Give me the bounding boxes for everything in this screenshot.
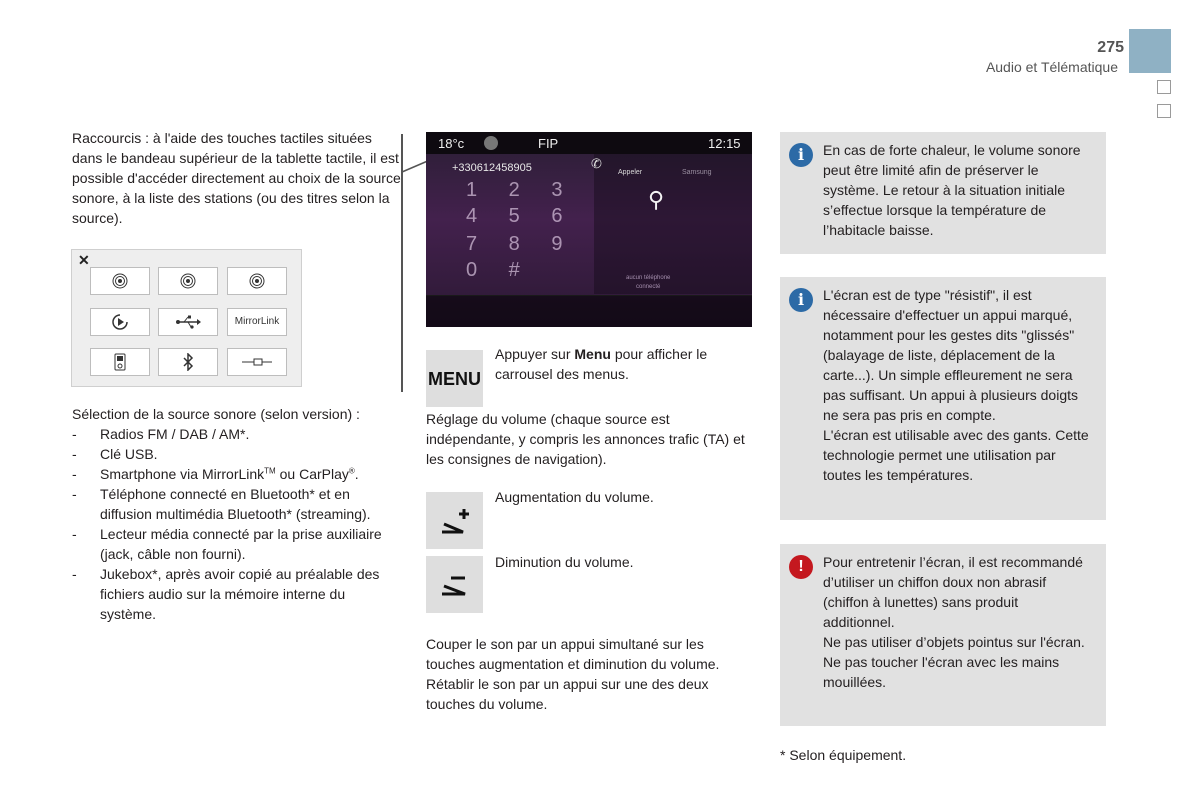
radio-dab-button[interactable] — [158, 267, 218, 295]
info-note — [780, 132, 1106, 254]
radio-icon — [112, 273, 128, 289]
list-item: - Jukebox*, après avoir copié au préalable des fichiers audio sur la mémoire interne du système. — [72, 564, 402, 624]
no-phone-line: aucun téléphone — [626, 275, 671, 281]
clock: 12:15 — [708, 136, 741, 151]
menu-desc-text: pour afficher le carrousel des menus. — [495, 346, 708, 382]
keypad-row[interactable]: 1 2 3 — [466, 179, 576, 201]
note-paragraph: L'écran est utilisable avec des gants. Cette technologie permet une utilisation par toutes les températures. — [823, 427, 1089, 483]
keypad-row[interactable]: 4 5 6 — [466, 205, 576, 227]
list-item: - Téléphone connecté en Bluetooth* et en diffusion multimédia Bluetooth* (streaming). — [72, 484, 402, 524]
list-item-text: . — [354, 466, 359, 482]
registered-mark: ® — [348, 466, 355, 476]
radio-fm-button[interactable] — [90, 267, 150, 295]
list-item: - Clé USB. — [72, 444, 402, 464]
note-paragraph: L'écran est de type "résistif", il est nécessaire d'effectuer un appui marqué, notamment pour les gestes dits "glissés" (balayage de liste, déplacement de la carte...). Un simple effleurement ne sera pas suffisant. Un appui à plusieurs doigts ne sera pas pris en compte. — [823, 287, 1079, 423]
note-text — [823, 285, 1091, 485]
temperature-readout: 18°c — [438, 136, 465, 151]
no-phone-line: connecté — [636, 284, 661, 290]
note-text — [823, 552, 1091, 692]
volume-up-key[interactable] — [426, 492, 483, 549]
volume-up-description: Augmentation du volume. — [495, 489, 654, 505]
bluetooth-button[interactable] — [158, 348, 218, 376]
no-phone-message — [626, 274, 670, 292]
handset-icon[interactable]: ✆ — [591, 156, 602, 171]
media-player-icon — [114, 353, 126, 371]
info-icon: i — [789, 143, 813, 167]
source-selection-panel — [71, 249, 302, 387]
page-number: 275 — [1097, 39, 1124, 56]
section-title: Audio et Télématique — [985, 59, 1118, 75]
close-icon[interactable]: ✕ — [78, 252, 90, 268]
current-source: FIP — [538, 136, 559, 151]
shortcuts-paragraph: Raccourcis : à l'aide des touches tactiles situées dans le bandeau supérieur de la tablette tactile, il est possible d'accéder directement au choix de la source sonore, à la liste des stations (ou des titres selon la source). — [72, 130, 401, 226]
jack-icon — [242, 357, 272, 367]
screen-bottom-bar[interactable] — [426, 295, 752, 327]
volume-down-key[interactable] — [426, 556, 483, 613]
radio-icon — [180, 273, 196, 289]
mute-paragraph: Couper le son par un appui simultané sur les touches augmentation et diminution du volume. Rétablir le son par un appui sur une des deux touches du volume. — [426, 636, 720, 712]
source-intro: Sélection de la source sonore (selon version) : — [72, 406, 360, 422]
call-label[interactable]: Appeler — [618, 169, 643, 176]
radio-am-button[interactable] — [227, 267, 287, 295]
volume-paragraph: Réglage du volume (chaque source est indépendante, y compris les annonces trafic (TA) et les consignes de navigation). — [426, 411, 745, 467]
list-item-text: ou CarPlay — [275, 466, 349, 482]
device-label: Samsung — [682, 169, 712, 176]
chapter-tab-box — [1157, 104, 1171, 118]
play-circle-icon — [111, 313, 129, 331]
note-paragraph: Ne pas utiliser d’objets pointus sur l'écran. — [823, 634, 1085, 650]
warning-note — [780, 544, 1106, 726]
chapter-tab — [1129, 29, 1171, 73]
keypad-row[interactable]: 7 8 9 — [466, 233, 576, 255]
menu-desc-bold: Menu — [574, 346, 611, 362]
volume-down-icon — [439, 570, 471, 600]
note-text: En cas de forte chaleur, le volume sonore peut être limité afin de préserver le système. Le retour à la situation initiale s’effectue lorsque la température de l’habitacle baisse. — [823, 142, 1081, 238]
media-player-button[interactable] — [90, 348, 150, 376]
info-icon: i — [789, 288, 813, 312]
usb-button[interactable] — [158, 308, 218, 336]
list-item: - Lecteur média connecté par la prise auxiliaire (jack, câble non fourni). — [72, 524, 402, 564]
menu-key-label: MENU — [428, 368, 481, 389]
list-item: - Radios FM / DAB / AM*. — [72, 424, 402, 444]
radio-icon — [249, 273, 265, 289]
trademark-mark: TM — [264, 466, 276, 476]
note-paragraph: Pour entretenir l’écran, il est recommandé d’utiliser un chiffon doux non abrasif (chiffon à lunettes) sans produit additionnel. — [823, 554, 1083, 630]
usb-icon — [175, 315, 201, 329]
menu-desc-text: Appuyer sur — [495, 346, 575, 362]
menu-description — [495, 344, 745, 384]
note-paragraph: Ne pas toucher l'écran avec les mains mouillées. — [823, 654, 1060, 690]
keypad-row[interactable]: 0 # — [466, 259, 533, 281]
streaming-button[interactable] — [90, 308, 150, 336]
dialed-number: +330612458905 — [452, 162, 532, 174]
list-item-text: Smartphone via MirrorLink — [100, 466, 265, 482]
source-list — [72, 424, 402, 624]
bluetooth-icon — [182, 353, 194, 371]
bluetooth-search-icon: ⚲ — [648, 187, 665, 212]
mirrorlink-button[interactable]: MirrorLink — [227, 308, 287, 336]
chapter-tab-box — [1157, 80, 1171, 94]
aux-jack-button[interactable] — [227, 348, 287, 376]
list-item — [72, 464, 402, 484]
screen-status-bar — [426, 132, 752, 154]
footnote: * Selon équipement. — [780, 747, 907, 763]
info-note — [780, 277, 1106, 520]
volume-down-description: Diminution du volume. — [495, 554, 634, 570]
menu-key[interactable] — [426, 350, 483, 407]
warning-icon: ! — [789, 555, 813, 579]
touchscreen-image — [426, 132, 752, 327]
source-shortcut-icon[interactable] — [484, 136, 498, 150]
volume-up-icon — [439, 506, 471, 536]
